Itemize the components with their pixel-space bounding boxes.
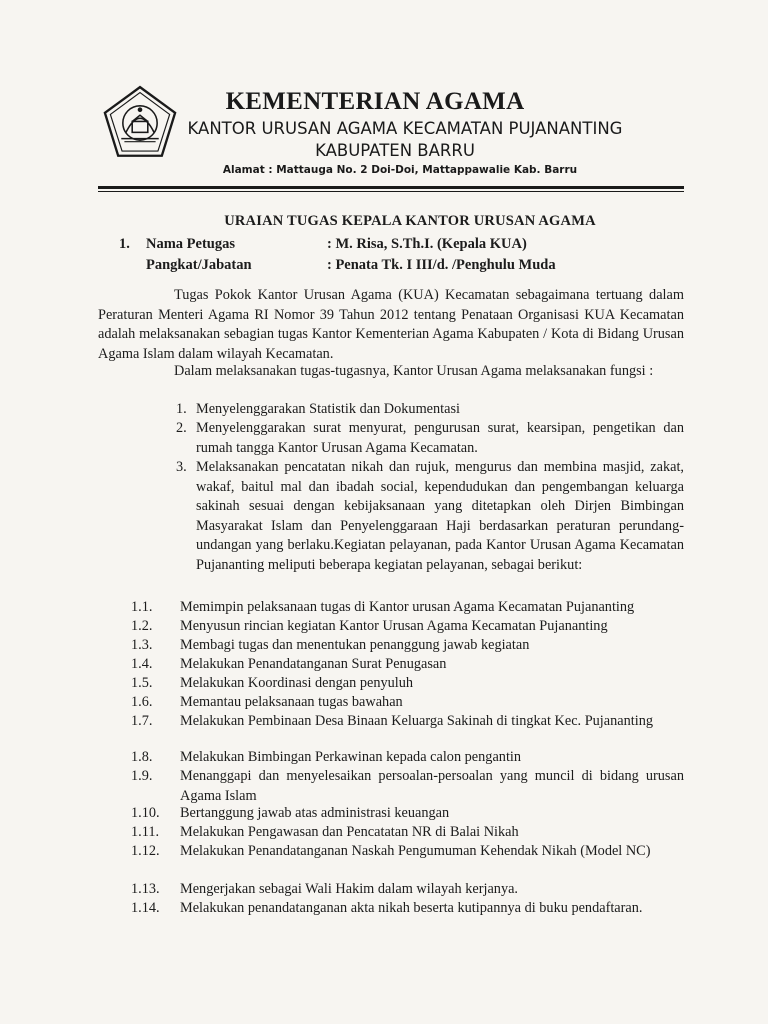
service-number: 1.12.	[131, 843, 160, 859]
letterhead-divider-thin	[98, 191, 684, 192]
service-number: 1.14.	[131, 900, 160, 916]
service-number: 1.11.	[131, 824, 160, 840]
service-number: 1.13.	[131, 881, 160, 897]
service-text: Melakukan Koordinasi dengan penyuluh	[180, 675, 414, 691]
functions-intro: Dalam melaksanakan tugas-tugasnya, Kantor Urusan Agama melaksanakan fungsi :	[174, 363, 654, 379]
function-text: Menyelenggarakan Statistik dan Dokumentasi	[196, 401, 461, 417]
service-text: Bertanggung jawab atas administrasi keuangan	[180, 805, 450, 821]
document-title: URAIAN TUGAS KEPALA KANTOR URUSAN AGAMA	[224, 213, 596, 229]
service-number: 1.6.	[131, 694, 153, 710]
service-text: Menanggapi dan menyelesaikan persoalan-persoalan yang muncil di bidang urusan Agama Islam	[180, 768, 684, 804]
rank-value: : Penata Tk. I III/d. /Penghulu Muda	[327, 257, 556, 273]
service-text: Melakukan Bimbingan Perkawinan kepada calon pengantin	[180, 749, 522, 765]
service-number: 1.1.	[131, 599, 153, 615]
service-number: 1.4.	[131, 656, 153, 672]
service-text: Melakukan Penandatanganan Surat Penugasan	[180, 656, 447, 672]
service-number: 1.9.	[131, 768, 153, 784]
letterhead-divider-thick	[98, 186, 684, 189]
service-text: Memantau pelaksanaan tugas bawahan	[180, 694, 403, 710]
function-number: 2.	[176, 420, 187, 436]
regency-name: KABUPATEN BARRU	[315, 141, 475, 160]
function-text: Melaksanakan pencatatan nikah dan rujuk, mengurus dan membina masjid, zakat, wakaf, baitul mal dan ibadah social, kependudukan dan pengembangan keluarga sakinah sesuai dengan kebijaksanaan yang ditetapkan oleh Dirjen Bimbingan Masyarakat Islam dan Penyelenggaraan Haji berdasarkan peraturan perundang-undangan yang berlaku.Kegiatan pelayanan, pada Kantor Urusan Agama Kecamatan Pujananting meliputi beberapa kegiatan pelayanan, sebagai berikut:	[196, 459, 684, 573]
service-number: 1.2.	[131, 618, 153, 634]
service-text: Memimpin pelaksanaan tugas di Kantor urusan Agama Kecamatan Pujananting	[180, 599, 635, 615]
service-number: 1.10.	[131, 805, 160, 821]
ministry-name: KEMENTERIAN AGAMA	[225, 88, 525, 115]
name-label: Nama Petugas	[146, 236, 236, 252]
service-text: Melakukan penandatanganan akta nikah beserta kutipannya di buku pendaftaran.	[180, 900, 643, 916]
service-text: Membagi tugas dan menentukan penanggung jawab kegiatan	[180, 637, 530, 653]
rank-label: Pangkat/Jabatan	[146, 257, 252, 273]
name-value: : M. Risa, S.Th.I. (Kepala KUA)	[327, 236, 527, 252]
identity-number: 1.	[119, 236, 130, 252]
function-number: 1.	[176, 401, 187, 417]
function-number: 3.	[176, 459, 187, 475]
function-text: Menyelenggarakan surat menyurat, pengurusan surat, kearsipan, pengetikan dan rumah tangga Kantor Urusan Agama Kecamatan.	[196, 420, 684, 456]
service-number: 1.3.	[131, 637, 153, 653]
office-address: Alamat : Mattauga No. 2 Doi-Doi, Mattappawalie Kab. Barru	[222, 164, 578, 176]
service-text: Melakukan Pengawasan dan Pencatatan NR di Balai Nikah	[180, 824, 519, 840]
office-name: KANTOR URUSAN AGAMA KECAMATAN PUJANANTING	[187, 119, 623, 138]
intro-paragraph: Tugas Pokok Kantor Urusan Agama (KUA) Kecamatan sebagaimana tertuang dalam Peraturan Menteri Agama RI Nomor 39 Tahun 2012 tentang Penataan Organisasi KUA Kecamatan adalah melaksanakan sebagian tugas Kantor Kementerian Agama Kabupaten / Kota di Bidang Urusan Agama Islam dalam wilayah Kecamatan.	[98, 287, 684, 362]
service-number: 1.8.	[131, 749, 153, 765]
service-text: Melakukan Pembinaan Desa Binaan Keluarga Sakinah di tingkat Kec. Pujananting	[180, 713, 653, 729]
service-number: 1.5.	[131, 675, 153, 691]
service-number: 1.7.	[131, 713, 153, 729]
service-text: Menyusun rincian kegiatan Kantor Urusan Agama Kecamatan Pujananting	[180, 618, 608, 634]
service-text: Melakukan Penandatanganan Naskah Pengumuman Kehendak Nikah (Model NC)	[180, 843, 651, 859]
service-text: Mengerjakan sebagai Wali Hakim dalam wilayah kerjanya.	[180, 881, 519, 897]
